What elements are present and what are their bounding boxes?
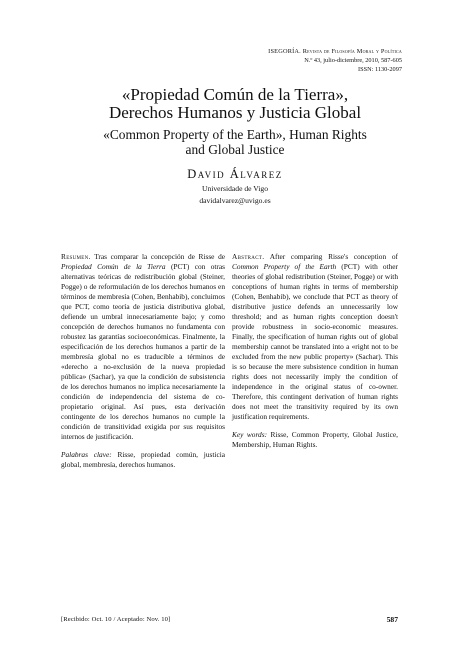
article-title-spanish [60,86,410,122]
keywords-english-heading: Key words: [232,430,268,439]
page-number: 587 [386,615,398,624]
author-name: David Álvarez [187,167,283,181]
title-es-line-2: Derechos Humanos y Justicia Global [108,103,362,122]
keywords-spanish-text: Risse, propiedad común, justicia global, membresía, derechos humanos. [61,450,226,469]
title-es-line-1: «Propiedad Común de la Tierra», [121,85,349,104]
keywords-spanish-heading: Palabras clave: [61,450,112,459]
author-email: davidalvarez@uvigo.es [199,196,271,205]
keywords-english-text: Risse, Common Property, Global Justice, Membership, Human Rights. [232,430,398,449]
abstract-english [232,252,398,422]
abstract-column-english [232,252,398,450]
received-accepted-dates: [Recibido: Oct. 10 / Aceptado: Nov. 10] [61,616,171,623]
abstract-english-text-a: After comparing Risse's conception of [264,252,398,261]
abstract-english-heading: Abstract. [232,252,265,261]
abstract-column-spanish [61,252,225,470]
abstract-spanish-emphasis: Propiedad Común de la Tierra [61,262,166,271]
journal-issn: ISSN: 1130-2097 [357,66,402,74]
article-title-english [60,128,410,157]
journal-header [268,47,402,75]
keywords-english [232,430,398,450]
abstract-spanish-text-b: (PCT) con otras alternativas teóricas de redistribución global (Steiner, Pogge) o de reformulación de los derechos humanos en términos de membresía (Cohen, Benhabib), concluimos que PCT, como teoría de justicia distributiva global, defiende un umbral innecesariamente bajo; y como concepción de derechos humanos no fundamenta con robustez las garantías socioeconómicas. Finalmente, la especificación de los derechos humanos a partir de la membresía global no es traducible a términos de «derecho a no-exclusión de la nueva propiedad pública» (Sachar), ya que la condición de subsistencia de los derechos humanos no implica necesariamente la condición de independencia del sistema de co-propietario original. Así pues, esta derivación contingente de los derechos humanos no cumple la condición de transitividad exigida por sus requisitos internos de justificación. [61,262,225,441]
abstract-spanish-heading: Resumen. [61,252,91,261]
title-en-line-2: and Global Justice [185,141,285,157]
keywords-spanish [61,450,225,470]
abstract-spanish-text-a: Tras comparar la concepción de Risse de [90,252,225,261]
journal-issue: N.º 43, julio-diciembre, 2010, 587-605 [304,57,402,65]
abstract-english-text-b: (PCT) with other theories of global redistribution (Steiner, Pogge) or with conceptions of human rights in terms of membership (Cohen, Benhabib), we conclude that PCT as theory of distributive justice defends an unnecessarily low threshold; and as human rights conception doesn't provide robustness in socio-economic measures. Finally, the specification of human rights out of global membership cannot be translated into a «right not to be excluded from the new public property» (Sachar). This is so because the mere subsistence condition in human rights does not necessarily imply the condition of independence in the original status of co-owner. Therefore, this contingent derivation of human rights does not meet the transitivity required by its own justification requirements. [232,262,399,421]
author-affiliation: Universidade de Vigo [201,184,269,193]
author-affiliation-block [60,183,410,207]
title-en-line-1: «Common Property of the Earth», Human Rights [103,127,367,142]
abstract-english-emphasis: Common Property of the Earth [232,262,337,271]
abstract-spanish [61,252,225,442]
journal-name: ISEGORÍA. Revista de Filosofía Moral y Política [268,48,402,55]
